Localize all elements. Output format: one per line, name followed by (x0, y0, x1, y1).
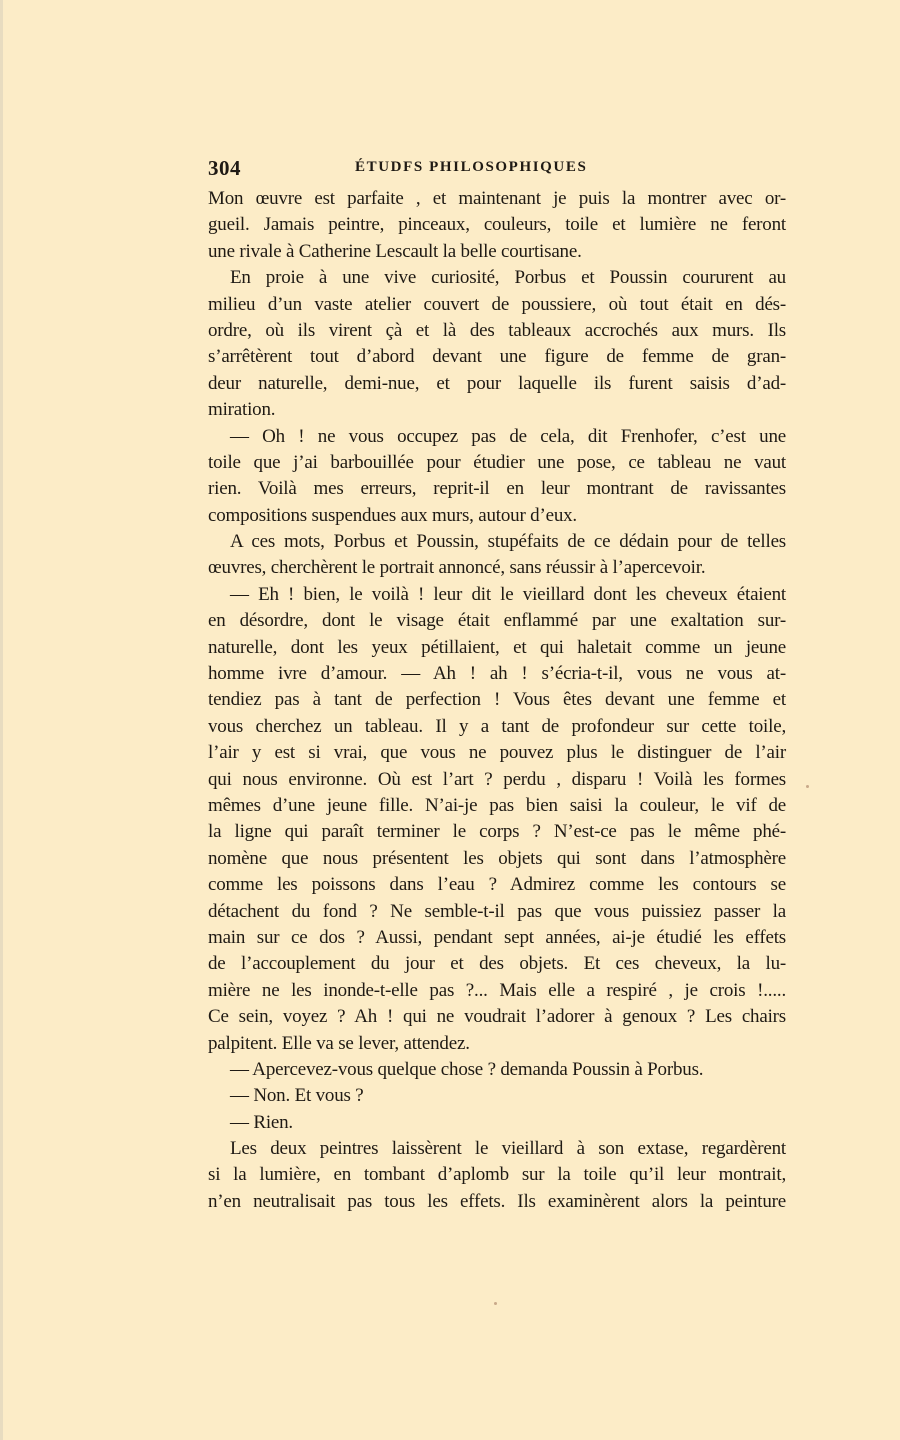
text-line: — Apercevez-vous quelque chose ? demanda Poussin à Porbus. (230, 1058, 704, 1080)
text-line: ordre, où ils virent çà et là des tableaux accrochés aux murs. Ils (208, 319, 786, 341)
text-line: nomène que nous présentent les objets qui sont dans l’atmosphère (208, 847, 786, 869)
paper-speck (494, 1302, 497, 1305)
text-line: milieu d’un vaste atelier couvert de poussiere, où tout était en dés- (208, 293, 786, 315)
text-line: en désordre, dont le visage était enflammé par une exaltation sur- (208, 610, 786, 632)
text-line: miration. (208, 399, 276, 421)
page-edge (0, 0, 3, 1440)
body-text (208, 186, 786, 1215)
text-line: une rivale à Catherine Lescault la belle courtisane. (208, 240, 582, 262)
text-line: tendiez pas à tant de perfection ! Vous êtes devant une femme et (208, 689, 786, 711)
paragraph (208, 1083, 786, 1109)
text-line: œuvres, cherchèrent le portrait annoncé, sans réussir à l’apercevoir. (208, 557, 706, 579)
text-line: détachent du fond ? Ne semble-t-il pas que vous puissiez passer la (208, 900, 786, 922)
text-line: qui nous environne. Où est l’art ? perdu , disparu ! Voilà les formes (208, 768, 786, 790)
text-line: homme ivre d’amour. — Ah ! ah ! s’écria-t-il, vous ne vous at- (208, 663, 786, 685)
paragraph (208, 424, 786, 530)
text-line: si la lumière, en tombant d’aplomb sur la toile qu’il leur montrait, (208, 1164, 786, 1186)
text-line: de l’accouplement du jour et des objets. Et ces cheveux, la lu- (208, 953, 786, 975)
paragraph (208, 1057, 786, 1083)
text-line: mière ne les inonde-t-elle pas ?... Mais elle a respiré , je crois !..... (208, 979, 786, 1001)
page-number: 304 (208, 156, 241, 180)
text-line: — Non. Et vous ? (230, 1085, 364, 1107)
paragraph (208, 529, 786, 582)
text-line: Mon œuvre est parfaite , et maintenant je puis la montrer avec or- (208, 188, 786, 209)
paragraph (208, 582, 786, 1057)
text-line: En proie à une vive curiosité, Porbus et Poussin coururent au (230, 267, 786, 289)
text-line: n’en neutralisait pas tous les effets. Ils examinèrent alors la peinture (208, 1190, 786, 1212)
text-line: A ces mots, Porbus et Poussin, stupéfaits de ce dédain pour de telles (230, 531, 786, 553)
text-line: naturelle, dont les yeux pétillaient, et qui haletait comme un jeune (208, 636, 786, 658)
paragraph (208, 1110, 786, 1136)
paragraph (208, 186, 786, 265)
text-line: comme les poissons dans l’eau ? Admirez comme les contours se (208, 874, 786, 896)
page-header (208, 156, 786, 184)
text-line: Les deux peintres laissèrent le vieillard à son extase, regardèrent (230, 1138, 786, 1160)
text-line: mêmes d’une jeune fille. N’ai-je pas bien saisi la couleur, le vif de (208, 794, 786, 816)
text-line: vous cherchez un tableau. Il y a tant de profondeur sur cette toile, (208, 715, 786, 737)
text-line: palpitent. Elle va se lever, attendez. (208, 1032, 470, 1054)
paper-speck (806, 785, 809, 788)
running-title: ÉTUDFS PHILOSOPHIQUES (355, 159, 588, 175)
text-line: deur naturelle, demi-nue, et pour laquelle ils furent saisis d’ad- (208, 372, 786, 394)
text-line: la ligne qui paraît terminer le corps ? N’est-ce pas le même phé- (208, 821, 786, 843)
text-line: s’arrêtèrent tout d’abord devant une figure de femme de gran- (208, 346, 786, 368)
text-line: rien. Voilà mes erreurs, reprit-il en leur montrant de ravissantes (208, 478, 786, 500)
text-line: gueil. Jamais peintre, pinceaux, couleurs, toile et lumière ne feront (208, 214, 786, 236)
text-line: l’air y est si vrai, que vous ne pouvez plus le distinguer de l’air (208, 742, 786, 764)
text-line: — Rien. (230, 1111, 293, 1133)
paragraph (208, 1136, 786, 1215)
text-line: compositions suspendues aux murs, autour d’eux. (208, 504, 577, 526)
paragraph (208, 265, 786, 423)
text-line: — Eh ! bien, le voilà ! leur dit le vieillard dont les cheveux étaient (230, 583, 786, 605)
text-line: Ce sein, voyez ? Ah ! qui ne voudrait l’adorer à genoux ? Les chairs (208, 1006, 786, 1028)
text-line: main sur ce dos ? Aussi, pendant sept années, ai-je étudié les effets (208, 926, 786, 948)
text-line: toile que j’ai barbouillée pour étudier une pose, ce tableau ne vaut (208, 451, 786, 473)
text-line: — Oh ! ne vous occupez pas de cela, dit Frenhofer, c’est une (230, 425, 786, 447)
